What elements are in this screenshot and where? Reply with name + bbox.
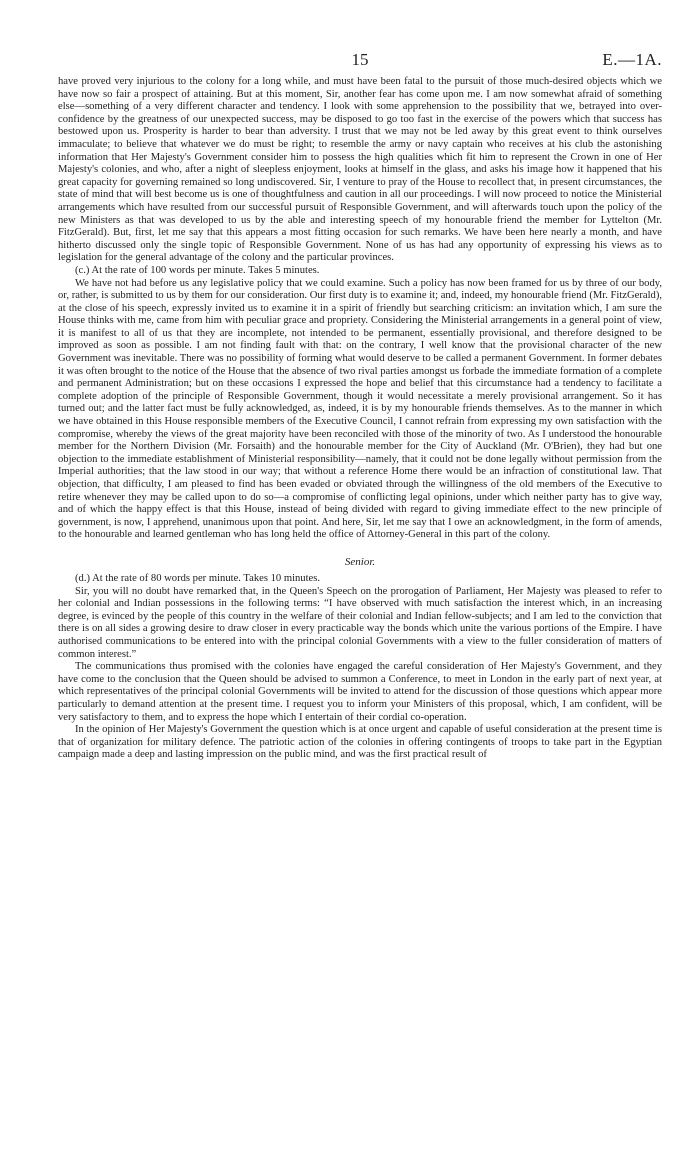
page-header — [58, 50, 662, 76]
section-d-heading: (d.) At the rate of 80 words per minute. Takes 10 minutes. — [75, 572, 321, 584]
section-c-passage: We have not had before us any legislative policy that we could examine. Such a policy has now been framed for us by three of our body, or, rather, is submitted to us by them for our consideration. Our first duty is to examine it; and, indeed, my honourable friend (Mr. FitzGerald), at the close of his speech, expressly invited us to examine it in a spirit of friendly but searching criticism: an invitation which, I am sure the House thinks with me, came from him with peculiar grace and propriety. Considering the Ministerial arrangements in a general point of view, it is manifest to all of us that they are incomplete, not intended to be permanent, essentially provisional, and therefore designed to be improved as soon as possible. I am not finding fault with that: on the contrary, I well know that the provisional character of the new Government was inevitable. There was no possibility of forming what would deserve to be called a permanent Government. In former debates it was often brought to the notice of the House that the absence of two rival parties amongst us forbade the immediate formation of a complete and permanent Administration; but on these occasions I expressed the hope and belief that this circumstance had a tendency to facilitate a complete adoption of the principle of Responsible Government, though it would necessitate a merely provisional arrangement. So it has turned out; and the latter fact must be fully acknowledged, as, indeed, it is by my honourable friends themselves. As to the manner in which we have obtained in this House responsible members of the Executive Council, I cannot refrain from expressing my own satisfaction with the compromise, whereby the views of the great majority have been reconciled with those of the minority of two. As I understood the honourable member for the Northern Division (Mr. Forsaith) and the honourable member for the City of Auckland (Mr. O'Brien), they had but one objection to the immediate establishment of Ministerial responsibility—namely, that it could not be done legally without permission from the Imperial authorities; that the law stood in our way; that without a reference Home there would be an infraction of constitutional law. That objection, that difficulty, I am pleased to find has been evaded or obviated through the willingness of the old members of the Executive to retire whenever they may be called upon to do so—a compromise of conflicting legal opinions, under which neither party has to give way, and of which the happy effect is that this House, instead of being divided with regard to giving immediate effect to the new principle of government, is now, I apprehend, unanimous upon that point. And here, Sir, let me say that I owe an acknowledgment, in the form of amends, to the honourable and learned gentleman who has long held the office of Attorney-General in this part of the colony. — [58, 277, 662, 541]
document-page — [58, 50, 662, 762]
section-d-paragraph: Sir, you will no doubt have remarked that, in the Queen's Speech on the prorogation of Parliament, Her Majesty was pleased to refer to her colonial and Indian possessions in the following terms: “I have observed with much satisfaction the interest which, in an increasing degree, is evinced by the people of this country in the welfare of their colonial and Indian fellow-subjects; and I am led to the conviction that there is on all sides a growing desire to draw closer in every practicable way the bonds which unite the various portions of the Empire. I have authorised communications to be entered into with the principal colonial Governments with a view to the fuller consideration of matters of common interest.” — [58, 585, 662, 660]
document-reference: E.—1A. — [602, 50, 662, 69]
section-d-paragraph: The communications thus promised with the colonies have engaged the careful consideration of Her Majesty's Government, and they have come to the conclusion that the Queen should be advised to summon a Conference, to meet in London in the early part of next year, at which representatives of the principal colonial Governments will be invited to attend for the discussion of those questions which appear more particularly to demand attention at the present time. I request you to inform your Ministers of this proposal, which, I am confident, will be very satisfactory to them, and to express the hope which I entertain of their cordial co-operation. — [58, 661, 662, 723]
opening-paragraph: have proved very injurious to the colony for a long while, and must have been fatal to the pursuit of those much-desired objects which we have now so fair a prospect of attaining. But at this moment, Sir, another fear has come upon me. I am now somewhat afraid of something else—something of a very different character and tendency. I look with some apprehension to the possibility that we, betrayed into over-confidence by the greatness of our unexpected success, may be disposed to go too fast in the exercise of the powers which that success has bestowed upon us. Prosperity is harder to bear than adversity. I trust that we may not be led away by this great event to think ourselves immaculate; to believe that whatever we do must be right; to resemble the army or navy captain who receives at his club the astonishing information that Her Majesty's Government consider him to possess the high qualities which fit him to represent the Crown in one of Her Majesty's colonies, and who, after a night of sleepless enjoyment, looks at himself in the glass, and asks his image how it happened that his great capacity for governing remained so long undiscovered. Sir, I venture to pray of the House to recollect that, in present circumstances, the state of mind that will best become us is one of thoughtfulness and caution in all our proceedings. I will now proceed to notice the Ministerial arrangements which have resulted from our successful pursuit of Responsible Government, and will afterwards touch upon the policy of the new Ministers as that was developed to us by the able and interesting speech of my honourable friend the member for Lyttelton (Mr. FitzGerald). But, first, let me say that this appears a most fitting occasion for such remarks. We have been here nearly a month, and have hitherto discussed only the single topic of Responsible Government. None of us has had any opportunity of expressing his views as to legislation for the general advantage of the colony and the particular provinces. — [58, 76, 662, 264]
section-d-title: Senior. — [344, 555, 376, 568]
section-d-paragraph: In the opinion of Her Majesty's Government the question which is at once urgent and capable of useful consideration at the present time is that of organization for military defence. The patriotic action of the colonies in offering contingents of troops to take part in the Egyptian campaign made a deep and lasting impression on the public mind, and was the first practical result of — [58, 724, 662, 761]
section-c-heading: (c.) At the rate of 100 words per minute. Takes 5 minutes. — [75, 264, 320, 276]
section-c-body — [58, 76, 662, 542]
section-d-body — [58, 573, 662, 762]
page-number: 15 — [351, 50, 369, 69]
